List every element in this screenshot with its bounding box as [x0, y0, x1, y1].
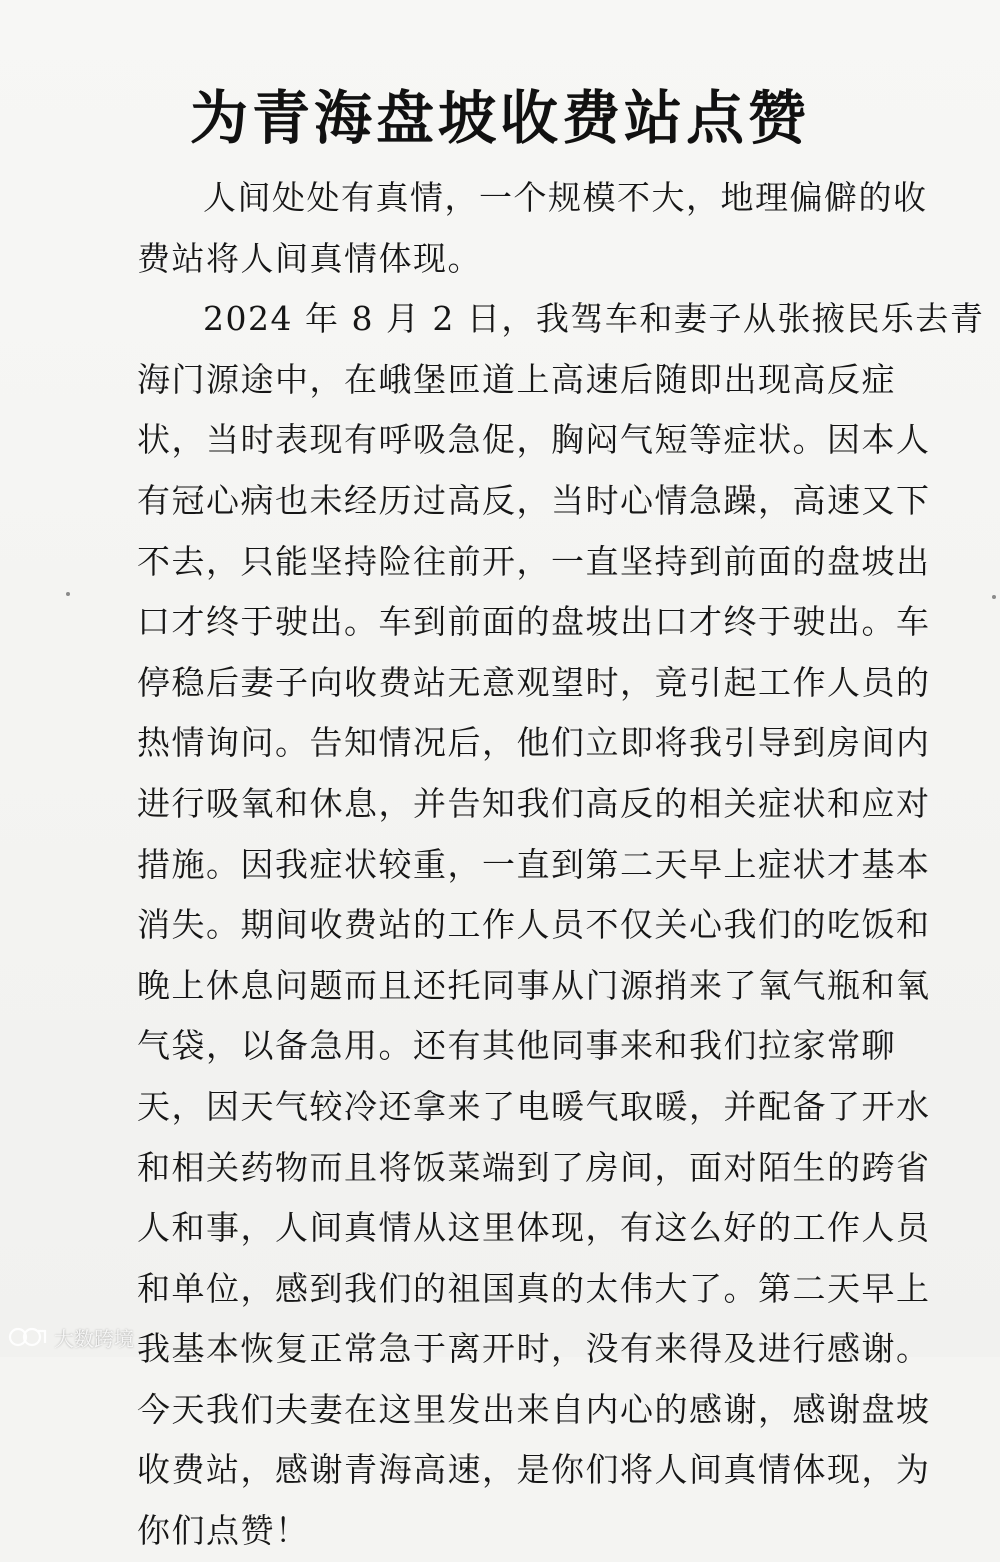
- body-line: 费站将人间真情体现。: [137, 238, 482, 278]
- body-line: 你们点赞！: [137, 1511, 310, 1551]
- body-line: 有冠心病也未经历过高反，当时心情急躁，高速又下: [137, 480, 931, 520]
- body-line: 今天我们夫妻在这里发出来自内心的感谢，感谢盘坡: [137, 1389, 931, 1429]
- body-line: 天，因天气较冷还拿来了电暖气取暖，并配备了开水: [137, 1086, 931, 1126]
- body-line: 晚上休息问题而且还托同事从门源捎来了氧气瓶和氧: [137, 965, 931, 1005]
- watermark-text: 大数跨境: [54, 1326, 134, 1351]
- page-title: 为青海盘坡收费站点赞: [189, 84, 810, 152]
- scan-speck: [992, 595, 996, 599]
- scan-speck: [66, 592, 70, 596]
- body-line: 停稳后妻子向收费站无意观望时，竟引起工作人员的: [137, 662, 931, 702]
- body-line: 口才终于驶出。车到前面的盘坡出口才终于驶出。车: [137, 602, 931, 642]
- logo-icon: [8, 1325, 48, 1349]
- body-line: 人间处处有真情，一个规模不大，地理偏僻的收: [203, 178, 928, 217]
- body-line: 消失。期间收费站的工作人员不仅关心我们的吃饭和: [137, 905, 931, 945]
- body-line: 气袋，以备急用。还有其他同事来和我们拉家常聊: [137, 1026, 896, 1066]
- body-line: 海门源途中，在峨堡匝道上高速后随即出现高反症: [137, 359, 896, 399]
- body-line: 热情询问。告知情况后，他们立即将我引导到房间内: [137, 723, 931, 763]
- body-line: 我基本恢复正常急于离开时，没有来得及进行感谢。: [137, 1329, 931, 1369]
- body-line: 不去，只能坚持险往前开，一直坚持到前面的盘坡出: [137, 541, 931, 581]
- body-line: 状，当时表现有呼吸急促，胸闷气短等症状。因本人: [137, 420, 931, 460]
- body-line: 人和事，人间真情从这里体现，有这么好的工作人员: [137, 1208, 931, 1248]
- watermark: [8, 1322, 134, 1352]
- body-line: 和相关药物而且将饭菜端到了房间，面对陌生的跨省: [137, 1147, 931, 1187]
- body-line: 2024 年 8 月 2 日，我驾车和妻子从张掖民乐去青: [203, 299, 985, 339]
- body-line: 收费站，感谢青海高速，是你们将人间真情体现，为: [137, 1450, 931, 1490]
- body-line: 措施。因我症状较重，一直到第二天早上症状才基本: [137, 844, 931, 884]
- letter-body: [137, 168, 985, 1562]
- body-line: 进行吸氧和休息，并告知我们高反的相关症状和应对: [137, 783, 931, 823]
- body-line: 和单位，感到我们的祖国真的太伟大了。第二天早上: [137, 1268, 931, 1308]
